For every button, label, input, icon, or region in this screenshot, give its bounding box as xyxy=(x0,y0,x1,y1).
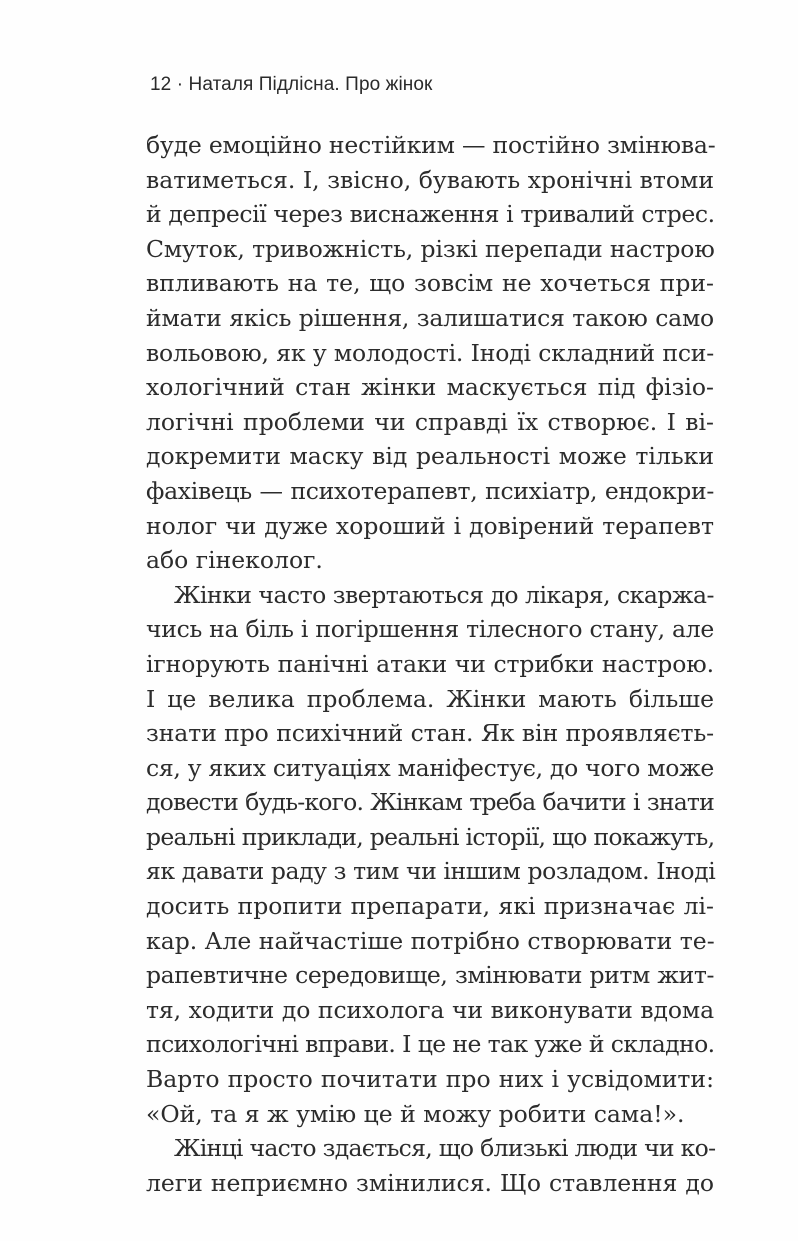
text-line: ймати якісь рішення, залишатися такою само xyxy=(146,303,714,332)
text-line: кар. Але найчастіше потрібно створювати те- xyxy=(146,926,715,955)
paragraph xyxy=(146,1131,714,1200)
text-line: Жінці часто здається, що близькі люди чи ко- xyxy=(174,1134,716,1163)
paragraph xyxy=(146,128,714,578)
text-line: впливають на те, що зовсім не хочеться при- xyxy=(146,269,714,298)
text-line: або гінеколог. xyxy=(146,546,323,575)
paragraph xyxy=(146,578,714,1132)
text-line: фахівець — психотерапевт, психіатр, ендокри- xyxy=(146,476,714,505)
text-line: знати про психічний стан. Як він проявляєть- xyxy=(146,719,714,748)
text-line: реальні приклади, реальні історії, що покажуть, xyxy=(146,822,715,851)
text-line: досить пропити препарати, які призначає лі- xyxy=(146,892,714,921)
text-line: леги неприємно змінилися. Що ставлення до xyxy=(146,1168,714,1197)
text-line: І це велика проблема. Жінки мають більше xyxy=(146,684,714,713)
text-line: психологічні вправи. І це не так уже й складно. xyxy=(146,1030,715,1059)
running-head: 12 · Наталя Підлісна. Про жінок xyxy=(150,74,433,95)
text-line: ватиметься. І, звісно, бувають хронічні втоми xyxy=(146,165,714,194)
text-line: вольовою, як у молодості. Іноді складний пси- xyxy=(146,338,714,367)
text-line: логічні проблеми чи справді їх створює. І ві- xyxy=(146,407,714,436)
text-line: буде емоційно нестійким — постійно змінюва- xyxy=(146,131,716,159)
text-line: Варто просто почитати про них і усвідомити: xyxy=(146,1065,714,1094)
text-line: рапевтичне середовище, змінювати ритм жит- xyxy=(146,961,714,990)
text-line: ся, у яких ситуаціях маніфестує, до чого може xyxy=(146,753,714,782)
text-line: тя, ходити до психолога чи виконувати вдома xyxy=(146,995,714,1024)
text-line: нолог чи дуже хороший і довірений терапевт xyxy=(146,511,714,540)
body-text xyxy=(146,128,714,1200)
text-line: Жінки часто звертаються до лікаря, скаржа- xyxy=(174,580,714,609)
text-line: Смуток, тривожність, різкі перепади настрою xyxy=(146,234,715,263)
text-line: ігнорують панічні атаки чи стрибки настрою. xyxy=(146,649,714,678)
text-line: й депресії через виснаження і тривалий стрес. xyxy=(146,200,715,229)
text-line: як давати раду з тим чи іншим розладом. Іноді xyxy=(146,857,716,886)
text-line: докремити маску від реальності може тільки xyxy=(146,442,714,471)
text-line: чись на біль і погіршення тілесного стану, але xyxy=(146,615,714,644)
text-line: «Ой, та я ж умію це й можу робити сама!». xyxy=(146,1099,685,1128)
text-line: довести будь-кого. Жінкам треба бачити і знати xyxy=(146,788,714,817)
text-line: хологічний стан жінки маскується під фізіо- xyxy=(146,373,714,402)
